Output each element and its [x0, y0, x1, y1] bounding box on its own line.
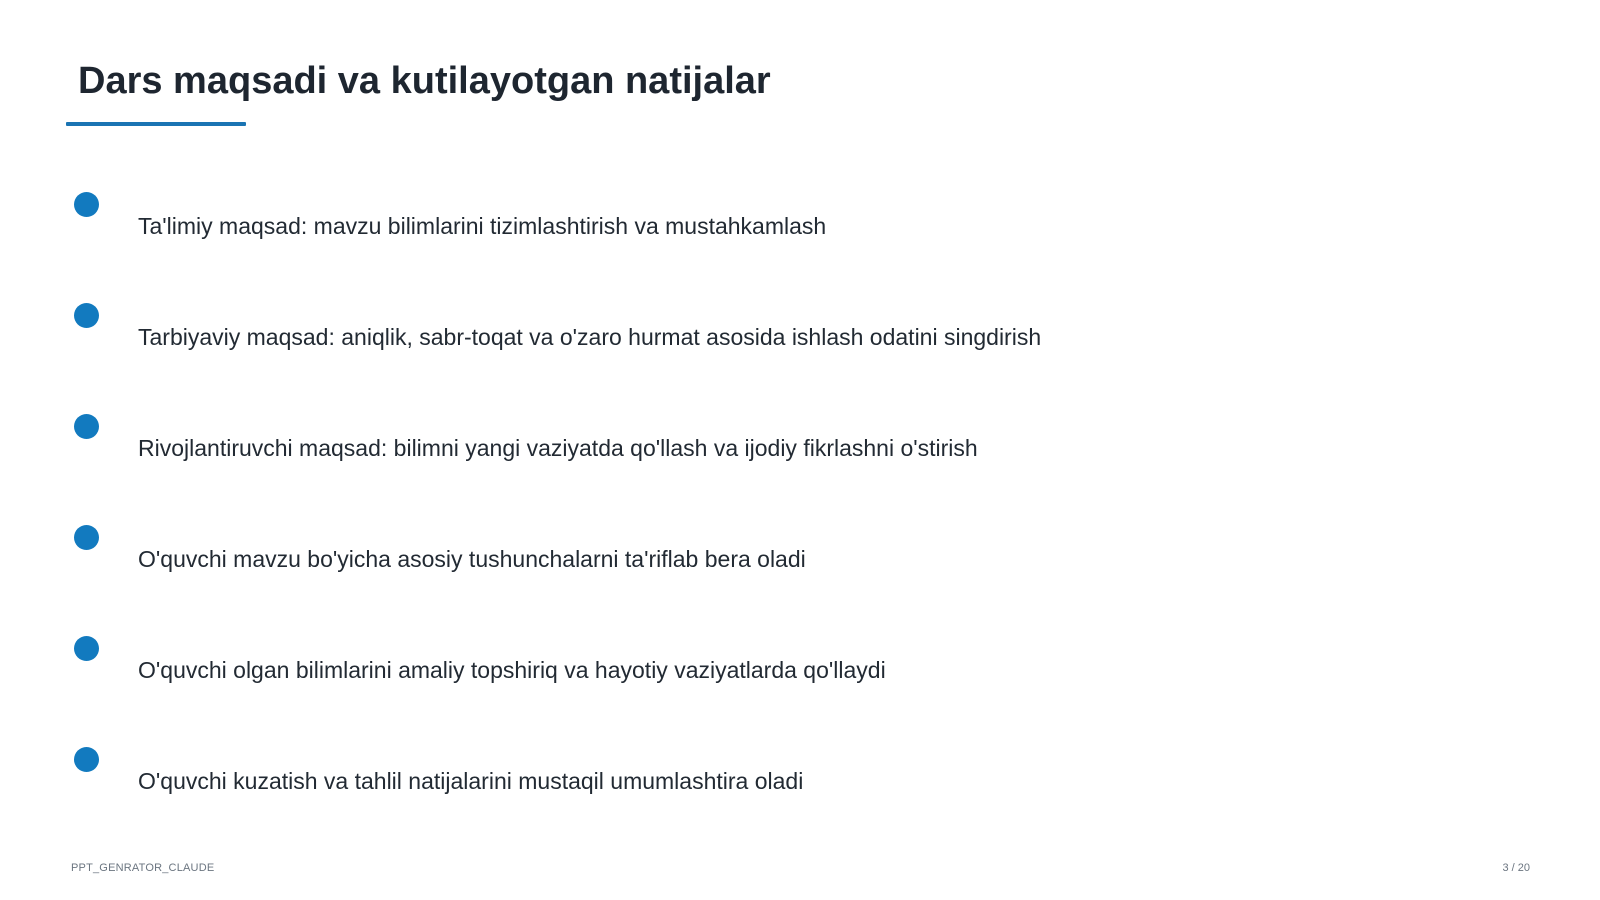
bullet-item — [0, 192, 1500, 252]
bullet-text: Ta'limiy maqsad: mavzu bilimlarini tizimlashtirish va mustahkamlash — [138, 213, 827, 239]
bullet-dot-icon — [74, 414, 99, 439]
bullet-dot-icon — [74, 636, 99, 661]
bullet-text: Rivojlantiruvchi maqsad: bilimni yangi vaziyatda qo'llash va ijodiy fikrlashni o'stirish — [138, 435, 978, 461]
bullet-item — [0, 414, 1500, 474]
bullet-item — [0, 747, 1500, 807]
bullet-dot-icon — [74, 525, 99, 550]
title-underline — [66, 122, 246, 126]
bullet-text: Tarbiyaviy maqsad: aniqlik, sabr-toqat va o'zaro hurmat asosida ishlash odatini singdirish — [138, 324, 1042, 350]
bullet-text: O'quvchi kuzatish va tahlil natijalarini mustaqil umumlashtira oladi — [138, 768, 804, 794]
bullet-item — [0, 303, 1500, 363]
bullet-dot-icon — [74, 192, 99, 217]
bullet-item — [0, 636, 1500, 696]
bullet-dot-icon — [74, 303, 99, 328]
bullet-dot-icon — [74, 747, 99, 772]
bullet-text: O'quvchi mavzu bo'yicha asosiy tushunchalarni ta'riflab bera oladi — [138, 546, 806, 572]
page-indicator: 3 / 20 — [1502, 862, 1530, 874]
slide-title: Dars maqsadi va kutilayotgan natijalar — [78, 60, 771, 102]
bullet-text: O'quvchi olgan bilimlarini amaliy topshiriq va hayotiy vaziyatlarda qo'llaydi — [138, 657, 886, 683]
bullet-item — [0, 525, 1500, 585]
footer-label: PPT_GENRATOR_CLAUDE — [71, 862, 215, 874]
